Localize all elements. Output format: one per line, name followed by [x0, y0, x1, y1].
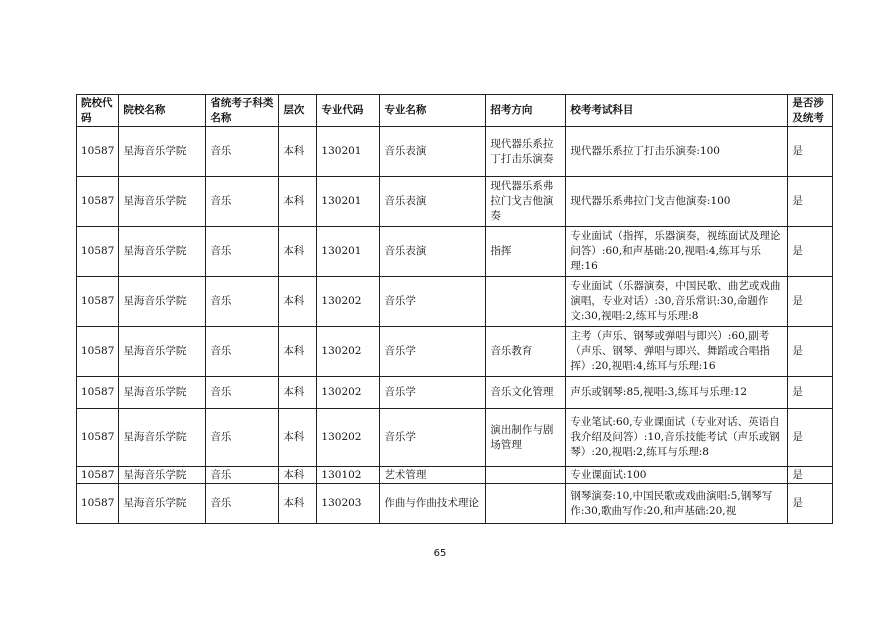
cell-exam-subjects: 专业面试（指挥，乐器演奏，视练面试及理论问答）:60,和声基础:20,视唱:4,练耳与乐理:16 — [566, 227, 788, 277]
cell-direction: 指挥 — [486, 227, 566, 277]
cell-subcategory: 音乐 — [206, 409, 279, 467]
cell-school-code: 10587 — [77, 227, 119, 277]
cell-subcategory: 音乐 — [206, 127, 279, 177]
cell-subcategory: 音乐 — [206, 177, 279, 227]
header-exam-subjects: 校考考试科目 — [566, 95, 788, 127]
cell-subcategory: 音乐 — [206, 277, 279, 327]
header-major-name: 专业名称 — [380, 95, 486, 127]
table-row — [77, 127, 833, 177]
cell-level: 本科 — [279, 277, 317, 327]
cell-major-code: 130201 — [317, 127, 380, 177]
cell-unified-exam: 是 — [788, 409, 833, 467]
header-level: 层次 — [279, 95, 317, 127]
cell-school-name: 星海音乐学院 — [119, 327, 206, 377]
cell-level: 本科 — [279, 177, 317, 227]
header-school-code: 院校代码 — [77, 95, 119, 127]
cell-exam-subjects: 现代器乐系弗拉门戈吉他演奏:100 — [566, 177, 788, 227]
cell-school-name: 星海音乐学院 — [119, 409, 206, 467]
cell-major-name: 音乐学 — [380, 277, 486, 327]
cell-unified-exam: 是 — [788, 467, 833, 484]
cell-school-code: 10587 — [77, 277, 119, 327]
cell-major-code: 130202 — [317, 377, 380, 409]
page-number: 65 — [433, 548, 447, 559]
cell-direction: 音乐教育 — [486, 327, 566, 377]
cell-school-code: 10587 — [77, 177, 119, 227]
table-row — [77, 467, 833, 484]
cell-level: 本科 — [279, 484, 317, 524]
cell-school-name: 星海音乐学院 — [119, 377, 206, 409]
cell-unified-exam: 是 — [788, 227, 833, 277]
cell-major-code: 130202 — [317, 409, 380, 467]
cell-school-code: 10587 — [77, 409, 119, 467]
admission-table — [76, 94, 833, 524]
cell-major-code: 130203 — [317, 484, 380, 524]
cell-school-name: 星海音乐学院 — [119, 177, 206, 227]
cell-major-code: 130202 — [317, 327, 380, 377]
cell-major-code: 130202 — [317, 277, 380, 327]
cell-subcategory: 音乐 — [206, 467, 279, 484]
cell-major-code: 130201 — [317, 227, 380, 277]
cell-direction: 演出制作与剧场管理 — [486, 409, 566, 467]
cell-unified-exam: 是 — [788, 377, 833, 409]
cell-subcategory: 音乐 — [206, 327, 279, 377]
cell-level: 本科 — [279, 377, 317, 409]
header-subcategory: 省统考子科类名称 — [206, 95, 279, 127]
cell-level: 本科 — [279, 409, 317, 467]
cell-exam-subjects: 主考（声乐、钢琴或弹唱与即兴）:60,副考（声乐、钢琴、弹唱与即兴、舞蹈或合唱指挥）:20,视唱:4,练耳与乐理:16 — [566, 327, 788, 377]
cell-major-name: 音乐学 — [380, 377, 486, 409]
cell-major-name: 音乐表演 — [380, 127, 486, 177]
cell-major-name: 作曲与作曲技术理论 — [380, 484, 486, 524]
header-school-name: 院校名称 — [119, 95, 206, 127]
table-row — [77, 277, 833, 327]
table-row — [77, 409, 833, 467]
cell-school-name: 星海音乐学院 — [119, 484, 206, 524]
cell-school-code: 10587 — [77, 467, 119, 484]
cell-unified-exam: 是 — [788, 327, 833, 377]
cell-major-code: 130102 — [317, 467, 380, 484]
header-row — [77, 95, 833, 127]
cell-exam-subjects: 专业课面试:100 — [566, 467, 788, 484]
cell-subcategory: 音乐 — [206, 377, 279, 409]
cell-direction: 现代器乐系拉丁打击乐演奏 — [486, 127, 566, 177]
cell-major-name: 艺术管理 — [380, 467, 486, 484]
cell-major-name: 音乐学 — [380, 409, 486, 467]
cell-school-name: 星海音乐学院 — [119, 277, 206, 327]
cell-school-code: 10587 — [77, 377, 119, 409]
cell-school-code: 10587 — [77, 484, 119, 524]
cell-level: 本科 — [279, 227, 317, 277]
header-unified-exam: 是否涉及统考 — [788, 95, 833, 127]
cell-direction — [486, 277, 566, 327]
cell-major-name: 音乐表演 — [380, 227, 486, 277]
cell-exam-subjects: 钢琴演奏:10,中国民歌或戏曲演唱:5,钢琴写作:30,歌曲写作:20,和声基础:20,视 — [566, 484, 788, 524]
cell-major-code: 130201 — [317, 177, 380, 227]
header-major-code: 专业代码 — [317, 95, 380, 127]
cell-direction: 现代器乐系弗拉门戈吉他演奏 — [486, 177, 566, 227]
cell-level: 本科 — [279, 327, 317, 377]
cell-school-code: 10587 — [77, 327, 119, 377]
cell-school-name: 星海音乐学院 — [119, 227, 206, 277]
header-direction: 招考方向 — [486, 95, 566, 127]
cell-subcategory: 音乐 — [206, 227, 279, 277]
cell-unified-exam: 是 — [788, 127, 833, 177]
cell-direction: 音乐文化管理 — [486, 377, 566, 409]
cell-unified-exam: 是 — [788, 177, 833, 227]
table-row — [77, 484, 833, 524]
cell-school-code: 10587 — [77, 127, 119, 177]
cell-exam-subjects: 现代器乐系拉丁打击乐演奏:100 — [566, 127, 788, 177]
cell-major-name: 音乐学 — [380, 327, 486, 377]
cell-school-name: 星海音乐学院 — [119, 127, 206, 177]
table-row — [77, 177, 833, 227]
cell-level: 本科 — [279, 127, 317, 177]
cell-subcategory: 音乐 — [206, 484, 279, 524]
table-row — [77, 377, 833, 409]
cell-direction — [486, 467, 566, 484]
cell-level: 本科 — [279, 467, 317, 484]
cell-school-name: 星海音乐学院 — [119, 467, 206, 484]
cell-exam-subjects: 专业面试（乐器演奏，中国民歌、曲艺或戏曲演唱，专业对话）:30,音乐常识:30,命题作文:30,视唱:2,练耳与乐理:8 — [566, 277, 788, 327]
cell-direction — [486, 484, 566, 524]
cell-major-name: 音乐表演 — [380, 177, 486, 227]
table-row — [77, 327, 833, 377]
table-row — [77, 227, 833, 277]
cell-exam-subjects: 专业笔试:60,专业课面试（专业对话、英语自我介绍及问答）:10,音乐技能考试（声乐或钢琴）:20,视唱:2,练耳与乐理:8 — [566, 409, 788, 467]
cell-unified-exam: 是 — [788, 484, 833, 524]
cell-unified-exam: 是 — [788, 277, 833, 327]
cell-exam-subjects: 声乐或钢琴:85,视唱:3,练耳与乐理:12 — [566, 377, 788, 409]
